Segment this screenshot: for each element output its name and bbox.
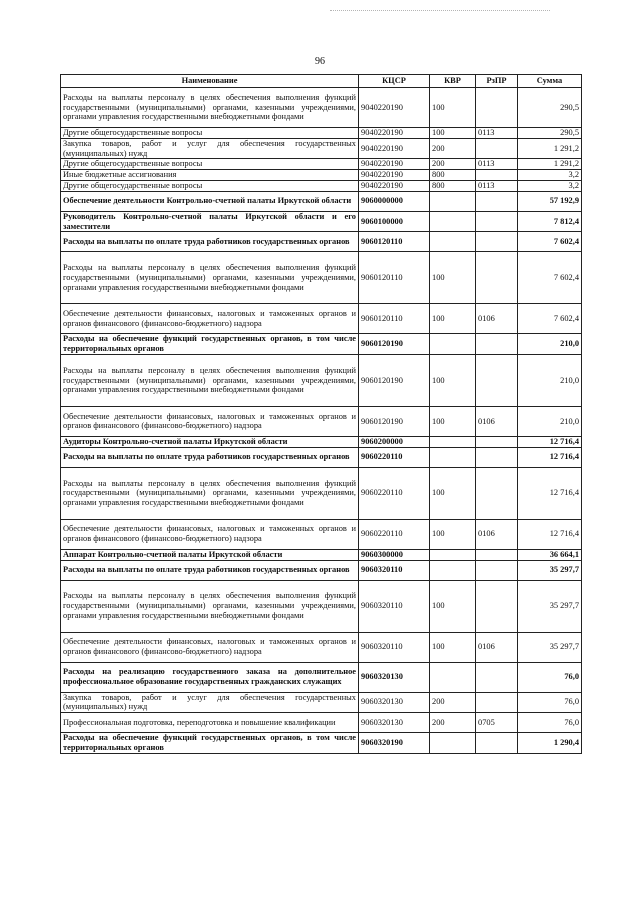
row-rzpr-cell: 0106 xyxy=(476,519,518,549)
budget-table xyxy=(60,74,582,754)
row-rzpr-cell xyxy=(476,88,518,128)
table-row xyxy=(61,519,582,549)
table-row xyxy=(61,436,582,447)
table-row xyxy=(61,252,582,304)
row-kvr-cell: 100 xyxy=(430,519,476,549)
row-kcsr-cell: 9040220190 xyxy=(359,170,430,181)
row-name-cell: Расходы на выплаты по оплате труда работников государственных органов xyxy=(61,447,359,467)
row-kcsr-cell: 9060220110 xyxy=(359,447,430,467)
row-name-cell: Обеспечение деятельности финансовых, налоговых и таможенных органов и органов финансового (финансово-бюджетного) надзора xyxy=(61,406,359,436)
row-name-cell: Обеспечение деятельности Контрольно-счетной палаты Иркутской области xyxy=(61,191,359,211)
row-rzpr-cell: 0106 xyxy=(476,406,518,436)
row-name-cell: Расходы на реализацию государственного заказа на дополнительное профессиональное образование государственных гражданских служащих xyxy=(61,662,359,692)
row-kcsr-cell: 9060320190 xyxy=(359,733,430,754)
row-kcsr-cell: 9060200000 xyxy=(359,436,430,447)
row-name-cell: Расходы на обеспечение функций государственных органов, в том числе территориальных органов xyxy=(61,334,359,355)
row-kvr-cell: 800 xyxy=(430,170,476,181)
row-sum-cell: 210,0 xyxy=(518,334,582,355)
table-row xyxy=(61,304,582,334)
table-row xyxy=(61,662,582,692)
row-kcsr-cell: 9060120110 xyxy=(359,304,430,334)
row-rzpr-cell: 0113 xyxy=(476,128,518,139)
row-kvr-cell xyxy=(430,232,476,252)
row-kcsr-cell: 9060320130 xyxy=(359,692,430,713)
row-kvr-cell xyxy=(430,334,476,355)
row-name-cell: Иные бюджетные ассигнования xyxy=(61,170,359,181)
row-name-cell: Расходы на выплаты персоналу в целях обеспечения выполнения функций государственными (муниципальными) органами, казенными учреждениями, органами управления государственными внебюджетными фондами xyxy=(61,88,359,128)
row-kcsr-cell: 9060000000 xyxy=(359,191,430,211)
table-row xyxy=(61,580,582,632)
table-row xyxy=(61,191,582,211)
row-kvr-cell: 200 xyxy=(430,713,476,733)
table-row xyxy=(61,211,582,232)
row-name-cell: Другие общегосударственные вопросы xyxy=(61,128,359,139)
row-rzpr-cell xyxy=(476,467,518,519)
table-row xyxy=(61,733,582,754)
row-name-cell: Расходы на выплаты персоналу в целях обеспечения выполнения функций государственными (муниципальными) органами, казенными учреждениями, органами управления государственными внебюджетными фондами xyxy=(61,467,359,519)
row-kcsr-cell: 9060120190 xyxy=(359,334,430,355)
row-name-cell: Расходы на обеспечение функций государственных органов, в том числе территориальных органов xyxy=(61,733,359,754)
row-kcsr-cell: 9040220190 xyxy=(359,138,430,159)
row-name-cell: Обеспечение деятельности финансовых, налоговых и таможенных органов и органов финансового (финансово-бюджетного) надзора xyxy=(61,632,359,662)
row-kvr-cell: 100 xyxy=(430,632,476,662)
row-rzpr-cell xyxy=(476,549,518,560)
row-rzpr-cell xyxy=(476,334,518,355)
row-sum-cell: 76,0 xyxy=(518,713,582,733)
row-name-cell: Руководитель Контрольно-счетной палаты Иркутской области и его заместители xyxy=(61,211,359,232)
row-rzpr-cell xyxy=(476,252,518,304)
row-name-cell: Закупка товаров, работ и услуг для обеспечения государственных (муниципальных) нужд xyxy=(61,138,359,159)
table-header-row xyxy=(61,75,582,88)
table-row xyxy=(61,632,582,662)
row-rzpr-cell xyxy=(476,662,518,692)
row-kcsr-cell: 9040220190 xyxy=(359,159,430,170)
row-kcsr-cell: 9060320110 xyxy=(359,632,430,662)
row-rzpr-cell: 0113 xyxy=(476,159,518,170)
row-sum-cell: 3,2 xyxy=(518,180,582,191)
row-kcsr-cell: 9040220190 xyxy=(359,180,430,191)
header-kcsr: КЦСР xyxy=(359,75,430,88)
table-row xyxy=(61,692,582,713)
row-kvr-cell xyxy=(430,191,476,211)
row-name-cell: Расходы на выплаты по оплате труда работников государственных органов xyxy=(61,232,359,252)
table-row xyxy=(61,354,582,406)
row-sum-cell: 7 602,4 xyxy=(518,252,582,304)
row-kvr-cell: 100 xyxy=(430,580,476,632)
table-row xyxy=(61,138,582,159)
row-sum-cell: 1 291,2 xyxy=(518,159,582,170)
row-kvr-cell xyxy=(430,447,476,467)
row-sum-cell: 210,0 xyxy=(518,354,582,406)
row-kvr-cell: 100 xyxy=(430,252,476,304)
row-rzpr-cell xyxy=(476,733,518,754)
table-row xyxy=(61,180,582,191)
row-kcsr-cell: 9060320110 xyxy=(359,580,430,632)
row-rzpr-cell xyxy=(476,211,518,232)
row-kcsr-cell: 9060320130 xyxy=(359,713,430,733)
row-rzpr-cell xyxy=(476,354,518,406)
row-rzpr-cell: 0106 xyxy=(476,304,518,334)
header-name: Наименование xyxy=(61,75,359,88)
row-sum-cell: 36 664,1 xyxy=(518,549,582,560)
table-row xyxy=(61,447,582,467)
row-name-cell: Аудиторы Контрольно-счетной палаты Иркутской области xyxy=(61,436,359,447)
row-kvr-cell: 100 xyxy=(430,304,476,334)
row-kvr-cell: 100 xyxy=(430,467,476,519)
row-sum-cell: 1 290,4 xyxy=(518,733,582,754)
row-rzpr-cell xyxy=(476,580,518,632)
row-kcsr-cell: 9060220110 xyxy=(359,519,430,549)
row-kcsr-cell: 9060120110 xyxy=(359,252,430,304)
row-rzpr-cell xyxy=(476,191,518,211)
row-name-cell: Другие общегосударственные вопросы xyxy=(61,180,359,191)
table-row xyxy=(61,88,582,128)
row-rzpr-cell xyxy=(476,138,518,159)
row-name-cell: Обеспечение деятельности финансовых, налоговых и таможенных органов и органов финансового (финансово-бюджетного) надзора xyxy=(61,304,359,334)
row-kcsr-cell: 9060120110 xyxy=(359,232,430,252)
row-kvr-cell xyxy=(430,560,476,580)
row-rzpr-cell xyxy=(476,232,518,252)
table-row xyxy=(61,713,582,733)
row-name-cell: Обеспечение деятельности финансовых, налоговых и таможенных органов и органов финансового (финансово-бюджетного) надзора xyxy=(61,519,359,549)
row-rzpr-cell xyxy=(476,692,518,713)
header-kvr: КВР xyxy=(430,75,476,88)
row-kvr-cell: 100 xyxy=(430,354,476,406)
table-row xyxy=(61,549,582,560)
row-sum-cell: 7 602,4 xyxy=(518,304,582,334)
row-kcsr-cell: 9060320110 xyxy=(359,560,430,580)
row-kcsr-cell: 9060220110 xyxy=(359,467,430,519)
row-kvr-cell xyxy=(430,211,476,232)
row-name-cell: Аппарат Контрольно-счетной палаты Иркутской области xyxy=(61,549,359,560)
row-kvr-cell: 200 xyxy=(430,692,476,713)
row-kvr-cell: 200 xyxy=(430,159,476,170)
page-number: 96 xyxy=(315,56,325,67)
row-name-cell: Расходы на выплаты персоналу в целях обеспечения выполнения функций государственными (муниципальными) органами, казенными учреждениями, органами управления государственными внебюджетными фондами xyxy=(61,252,359,304)
row-kcsr-cell: 9060300000 xyxy=(359,549,430,560)
row-sum-cell: 12 716,4 xyxy=(518,436,582,447)
row-name-cell: Расходы на выплаты персоналу в целях обеспечения выполнения функций государственными (муниципальными) органами, казенными учреждениями, органами управления государственными внебюджетными фондами xyxy=(61,354,359,406)
row-kvr-cell xyxy=(430,662,476,692)
row-kcsr-cell: 9060100000 xyxy=(359,211,430,232)
row-name-cell: Другие общегосударственные вопросы xyxy=(61,159,359,170)
row-sum-cell: 7 602,4 xyxy=(518,232,582,252)
row-sum-cell: 7 812,4 xyxy=(518,211,582,232)
table-row xyxy=(61,170,582,181)
row-name-cell: Закупка товаров, работ и услуг для обеспечения государственных (муниципальных) нужд xyxy=(61,692,359,713)
row-sum-cell: 76,0 xyxy=(518,662,582,692)
row-sum-cell: 1 291,2 xyxy=(518,138,582,159)
row-sum-cell: 12 716,4 xyxy=(518,447,582,467)
row-kcsr-cell: 9060320130 xyxy=(359,662,430,692)
row-rzpr-cell xyxy=(476,436,518,447)
row-sum-cell: 57 192,9 xyxy=(518,191,582,211)
scan-artifact xyxy=(330,10,550,15)
row-sum-cell: 12 716,4 xyxy=(518,519,582,549)
row-sum-cell: 3,2 xyxy=(518,170,582,181)
row-rzpr-cell xyxy=(476,560,518,580)
row-rzpr-cell xyxy=(476,170,518,181)
row-kcsr-cell: 9060120190 xyxy=(359,354,430,406)
row-kvr-cell: 100 xyxy=(430,88,476,128)
table-row xyxy=(61,128,582,139)
row-kvr-cell: 100 xyxy=(430,128,476,139)
row-sum-cell: 76,0 xyxy=(518,692,582,713)
header-rzpr: РзПР xyxy=(476,75,518,88)
row-kvr-cell xyxy=(430,549,476,560)
row-sum-cell: 12 716,4 xyxy=(518,467,582,519)
row-kvr-cell xyxy=(430,436,476,447)
row-rzpr-cell: 0106 xyxy=(476,632,518,662)
row-rzpr-cell xyxy=(476,447,518,467)
table-row xyxy=(61,159,582,170)
row-kvr-cell: 200 xyxy=(430,138,476,159)
table-row xyxy=(61,406,582,436)
table-row xyxy=(61,467,582,519)
row-kcsr-cell: 9060120190 xyxy=(359,406,430,436)
row-sum-cell: 290,5 xyxy=(518,128,582,139)
row-rzpr-cell: 0705 xyxy=(476,713,518,733)
row-sum-cell: 210,0 xyxy=(518,406,582,436)
row-kvr-cell xyxy=(430,733,476,754)
row-kcsr-cell: 9040220190 xyxy=(359,88,430,128)
row-rzpr-cell: 0113 xyxy=(476,180,518,191)
table-row xyxy=(61,560,582,580)
row-sum-cell: 290,5 xyxy=(518,88,582,128)
row-kvr-cell: 100 xyxy=(430,406,476,436)
table-row xyxy=(61,334,582,355)
row-kvr-cell: 800 xyxy=(430,180,476,191)
row-sum-cell: 35 297,7 xyxy=(518,560,582,580)
row-kcsr-cell: 9040220190 xyxy=(359,128,430,139)
row-sum-cell: 35 297,7 xyxy=(518,632,582,662)
row-name-cell: Профессиональная подготовка, переподготовка и повышение квалификации xyxy=(61,713,359,733)
header-sum: Сумма xyxy=(518,75,582,88)
row-sum-cell: 35 297,7 xyxy=(518,580,582,632)
row-name-cell: Расходы на выплаты по оплате труда работников государственных органов xyxy=(61,560,359,580)
table-row xyxy=(61,232,582,252)
row-name-cell: Расходы на выплаты персоналу в целях обеспечения выполнения функций государственными (муниципальными) органами, казенными учреждениями, органами управления государственными внебюджетными фондами xyxy=(61,580,359,632)
